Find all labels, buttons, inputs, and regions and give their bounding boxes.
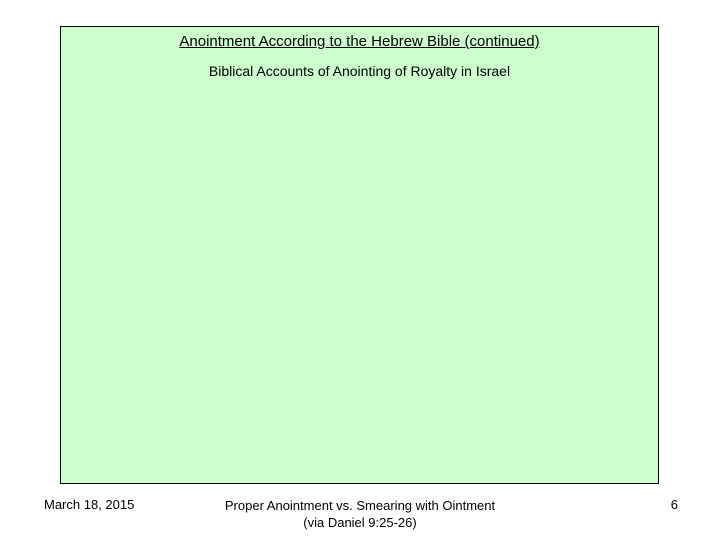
footer-title-line-2: (via Daniel 9:25-26) bbox=[303, 515, 417, 530]
content-box bbox=[60, 26, 659, 484]
page-number: 6 bbox=[670, 497, 678, 512]
slide-title: Anointment According to the Hebrew Bible (continued) bbox=[179, 33, 540, 50]
footer-title-line-1: Proper Anointment vs. Smearing with Ointment bbox=[224, 498, 496, 513]
footer-date: March 18, 2015 bbox=[44, 497, 135, 512]
slide-subtitle: Biblical Accounts of Anointing of Royalty in Israel bbox=[208, 63, 511, 79]
footer-title bbox=[190, 497, 530, 531]
